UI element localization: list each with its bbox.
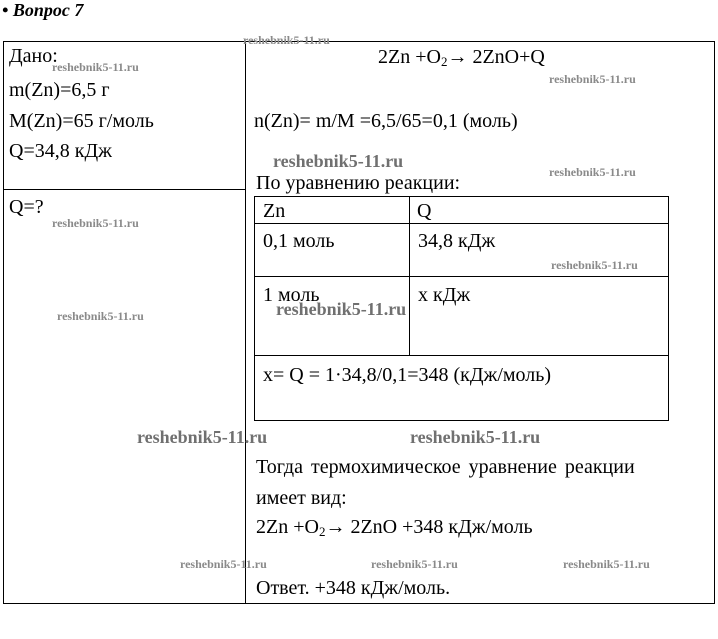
answer: Ответ. +348 кДж/моль.	[256, 577, 451, 599]
watermark: reshebnik5-11.ru	[243, 33, 330, 47]
watermark: reshebnik5-11.ru	[57, 309, 144, 323]
frame-divider-vertical	[245, 41, 246, 604]
conclusion-line-1: Тогда термохимическое уравнение реакции	[256, 456, 635, 478]
reaction-equation: $2Zn +O_2\to 2ZnO+Q$	[378, 46, 545, 69]
watermark: reshebnik5-11.ru	[563, 557, 650, 571]
by-equation-label: По уравнению реакции:	[256, 172, 461, 194]
inner-table-mid	[409, 196, 410, 356]
given-mass: m(Zn)=6,5 г	[9, 79, 110, 101]
inner-table-top	[254, 196, 669, 197]
watermark: reshebnik5-11.ru	[371, 557, 458, 571]
watermark: reshebnik5-11.ru	[551, 258, 638, 272]
frame-bottom	[3, 603, 715, 604]
watermark: reshebnik5-11.ru	[137, 427, 268, 447]
inner-table-right	[668, 196, 669, 421]
bullet: •	[2, 0, 9, 20]
inner-table-row1	[254, 223, 669, 224]
table-calculation: х= Q = 1·34,8/0,1=348 (кДж/моль)	[263, 364, 552, 386]
given-heat: Q=34,8 кДж	[9, 140, 112, 162]
thermochemical-equation: $2Zn +O_2\to 2ZnO +348$ кДж/моль	[256, 516, 533, 539]
moles-calculation: n(Zn)= m/M =6,5/65=0,1 (моль)	[254, 110, 518, 132]
watermark: reshebnik5-11.ru	[52, 216, 139, 230]
inner-table-left	[254, 196, 255, 421]
question-heading	[2, 0, 83, 21]
table-cell-heat-unknown: х кДж	[418, 284, 471, 306]
table-cell-heat-given: 34,8 кДж	[418, 230, 496, 252]
watermark: reshebnik5-11.ru	[549, 72, 636, 86]
inner-table-row2	[254, 276, 669, 277]
frame-left	[3, 41, 4, 604]
inner-table-row3	[254, 355, 669, 356]
question-title: Вопрос 7	[12, 0, 84, 20]
watermark: reshebnik5-11.ru	[180, 557, 267, 571]
frame-top	[3, 41, 715, 42]
table-cell-moles-one: 1 моль	[263, 284, 320, 306]
watermark: reshebnik5-11.ru	[273, 151, 404, 171]
table-header-q: Q	[417, 200, 432, 222]
given-label: Дано:	[9, 45, 58, 67]
watermark: reshebnik5-11.ru	[52, 60, 139, 74]
inner-table-bottom	[254, 420, 669, 421]
frame-right	[714, 41, 715, 604]
watermark: reshebnik5-11.ru	[276, 299, 407, 319]
watermark: reshebnik5-11.ru	[549, 165, 636, 179]
frame-divider-given	[3, 189, 246, 190]
find-label: Q=?	[9, 196, 44, 218]
watermark: reshebnik5-11.ru	[410, 427, 541, 447]
conclusion-line-2: имеет вид:	[256, 487, 347, 509]
table-header-zn: Zn	[263, 200, 286, 222]
table-cell-moles-given: 0,1 моль	[263, 230, 335, 252]
given-molar-mass: M(Zn)=65 г/моль	[9, 110, 154, 132]
